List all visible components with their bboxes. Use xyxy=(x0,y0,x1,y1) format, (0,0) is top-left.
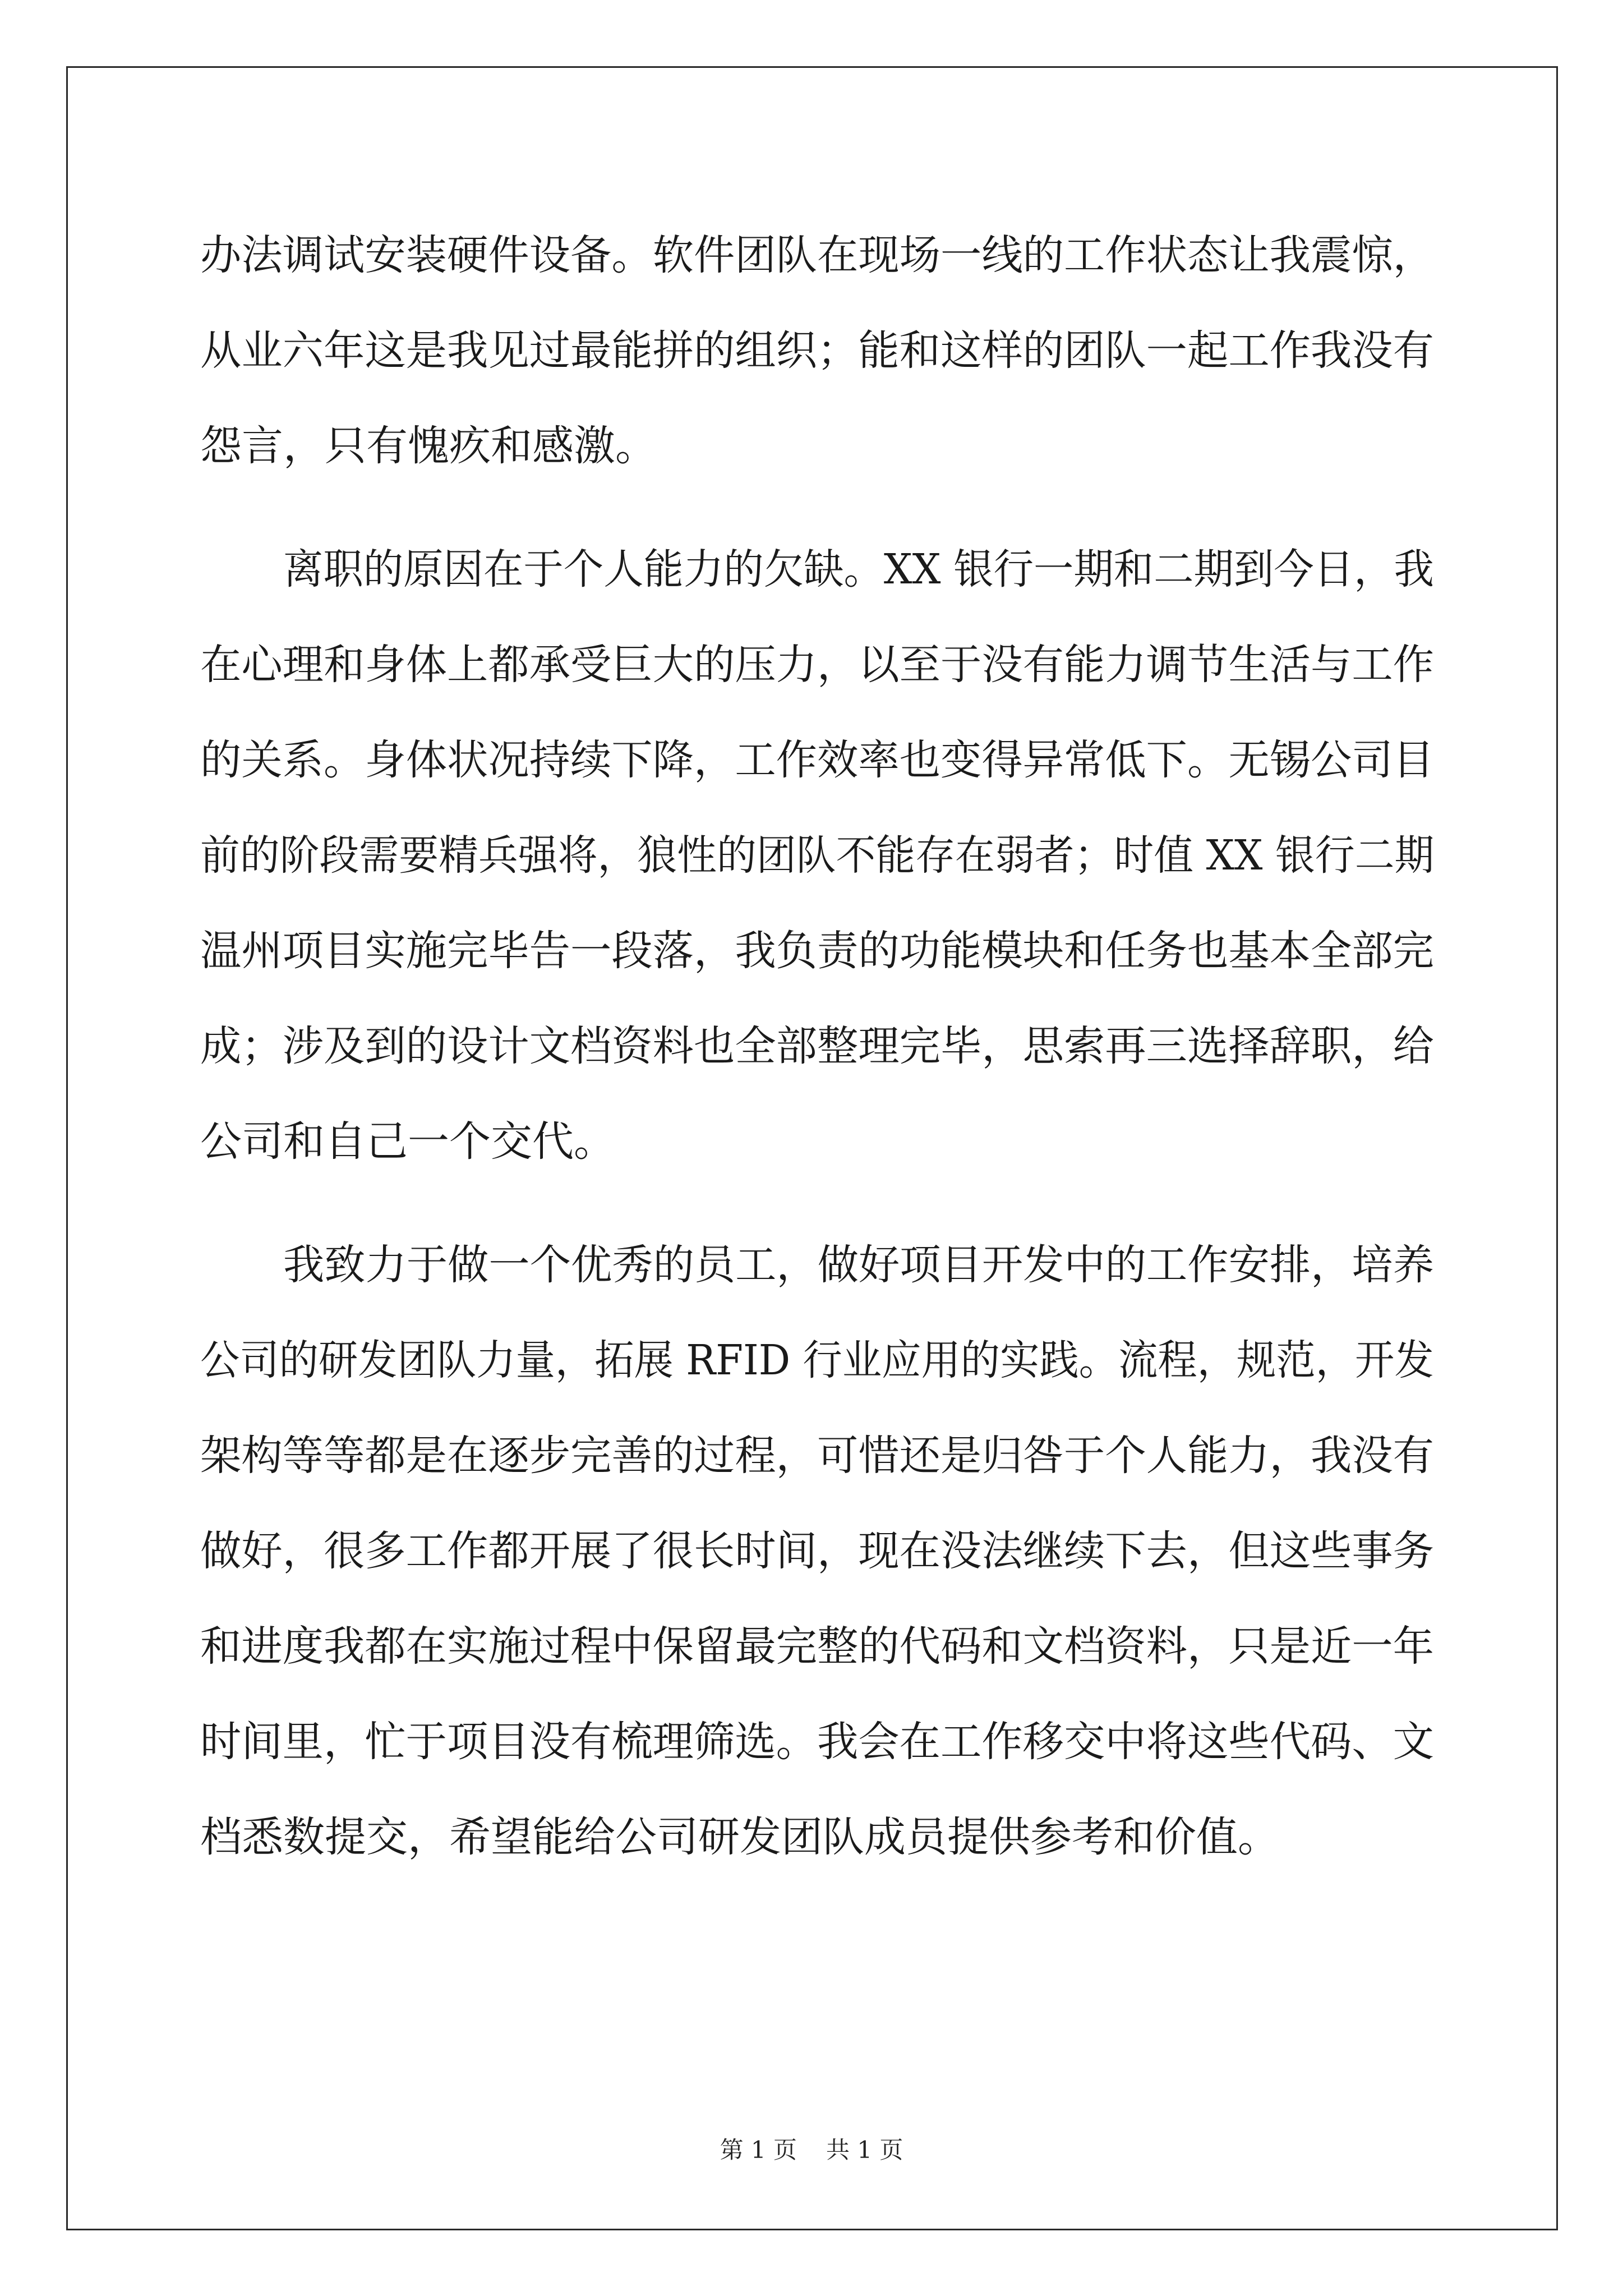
text-line: 前的阶段需要精兵强将，狼性的团队不能存在弱者；时值 XX 银行二期 xyxy=(200,831,1435,880)
text-line: 做好，很多工作都开展了很长时间，现在没法继续下去，但这些事务 xyxy=(200,1527,1434,1575)
text-line: 的关系。身体状况持续下降，工作效率也变得异常低下。无锡公司目 xyxy=(200,736,1434,784)
paragraph-first-line: 我致力于做一个优秀的员工，做好项目开发中的工作安排，培养 xyxy=(283,1241,1434,1289)
text-line: 时间里，忙于项目没有梳理筛选。我会在工作移交中将这些代码、文 xyxy=(200,1718,1434,1766)
text-line: 从业六年这是我见过最能拼的组织；能和这样的团队一起工作我没有 xyxy=(200,326,1434,375)
text-line: 在心理和身体上都承受巨大的压力，以至于没有能力调节生活与工作 xyxy=(200,641,1434,689)
text-line: 办法调试安装硬件设备。软件团队在现场一线的工作状态让我震惊， xyxy=(200,231,1434,279)
text-line: 怨言，只有愧疚和感激。 xyxy=(200,422,657,470)
text-line: 公司的研发团队力量，拓展 RFID 行业应用的实践。流程，规范，开发 xyxy=(200,1336,1434,1384)
text-line: 成；涉及到的设计文档资料也全部整理完毕，思索再三选择辞职，给 xyxy=(200,1022,1434,1070)
page-footer xyxy=(0,2136,1623,2164)
text-line: 和进度我都在实施过程中保留最完整的代码和文档资料，只是近一年 xyxy=(200,1622,1434,1671)
page-number: 第 1 页 xyxy=(720,2136,797,2164)
text-line: 档悉数提交，希望能给公司研发团队成员提供参考和价值。 xyxy=(200,1813,1279,1861)
text-line: 温州项目实施完毕告一段落，我负责的功能模块和任务也基本全部完 xyxy=(200,927,1434,975)
paragraph-first-line: 离职的原因在于个人能力的欠缺。XX 银行一期和二期到今日，我 xyxy=(283,545,1434,593)
text-line: 架构等等都是在逐步完善的过程，可惜还是归咎于个人能力，我没有 xyxy=(200,1432,1434,1480)
page-total: 共 1 页 xyxy=(826,2136,903,2164)
text-line: 公司和自己一个交代。 xyxy=(200,1117,615,1166)
